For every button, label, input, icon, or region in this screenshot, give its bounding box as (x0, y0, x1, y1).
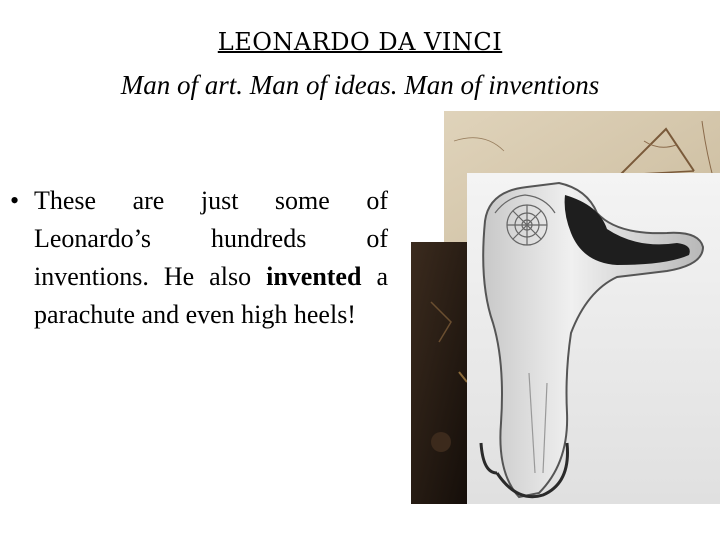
bullet-text-end: a parachute and even high heels! (34, 262, 388, 329)
slide-title: LEONARDO DA VINCI (217, 28, 503, 56)
slide-subtitle: Man of art. Man of ideas. Man of inventions (120, 70, 600, 100)
bullet-text-start: These are just some of Leonardo’s hundreds of inventions. He also (34, 186, 388, 291)
bullet-text (34, 182, 388, 334)
bullet-marker: • (10, 186, 20, 215)
bullet-item (10, 182, 388, 334)
high-heel-shoe-photo (467, 173, 720, 504)
dark-painting-image (411, 242, 475, 504)
bullet-bold-word: invented (266, 262, 362, 291)
